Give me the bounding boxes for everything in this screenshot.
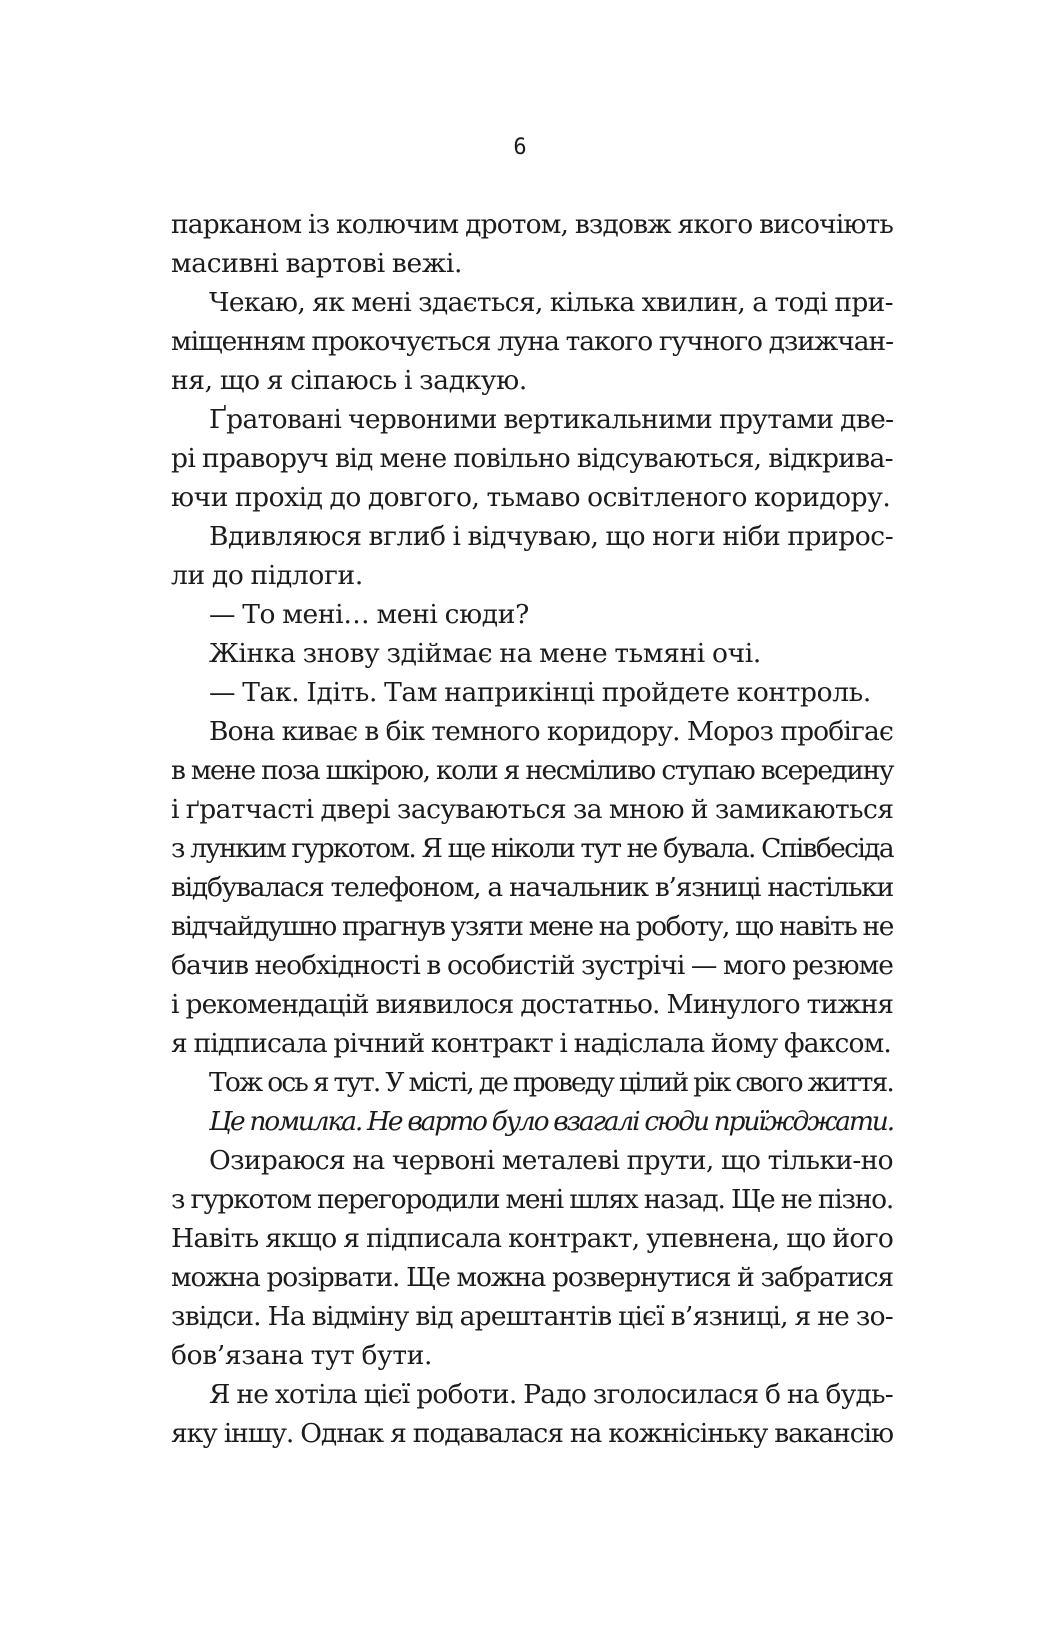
text-line: Це помилка. Не варто було взагалі сюди приїжджати. [209,1106,893,1137]
text-line: ли до підлоги. [171,560,363,591]
text-line: Озираюся на червоні металеві прути, що тільки-но [209,1145,893,1176]
page-number: 6 [513,135,527,160]
text-line: з лунким гуркотом. Я ще ніколи тут не бувала. Співбесіда [171,833,893,864]
text-line: можна розірвати. Ще можна розвернутися й забратися [171,1262,893,1293]
body-text [171,205,893,1453]
text-line: парканом із колючим дротом, вздовж якого височіють [171,209,893,240]
text-line: ючи прохід до довгого, тьмаво освітленого коридору. [171,482,891,513]
text-line: міщенням прокочується луна такого гучного дзижчан- [171,326,893,357]
text-line: відбувалася телефоном, а начальник в’язниці настільки [171,872,893,903]
text-line: я підписала річний контракт і надіслала йому факсом. [171,1028,891,1059]
text-line: в мене поза шкірою, коли я несміливо ступаю всередину [171,755,893,786]
text-line: — То мені… мені сюди? [209,599,529,630]
text-line: Ґратовані червоними вертикальними прутами две- [209,404,894,435]
text-line: Вона киває в бік темного коридору. Мороз пробігає [209,716,893,747]
text-line: і рекомендацій виявилося достатньо. Минулого тижня [171,989,893,1020]
text-line: ня, що я сіпаюсь і задкую. [171,365,527,396]
text-line: з гуркотом перегородили мені шлях назад. Ще не пізно. [171,1184,893,1215]
text-line: Вдивляюся вглиб і відчуваю, що ноги ніби прирос- [209,521,894,552]
text-line: Жінка знову здіймає на мене тьмяні очі. [209,638,761,669]
text-line: рі праворуч від мене повільно відсуваються, відкрива- [171,443,893,474]
text-line: і ґратчасті двері засуваються за мною й замикаються [171,794,894,825]
text-line: яку іншу. Однак я подавалася на кожнісіньку вакансію [171,1418,893,1449]
text-line: масивні вартові вежі. [171,248,463,279]
text-line: Тож ось я тут. У місті, де проведу цілий рік свого життя. [209,1067,893,1098]
text-line: Навіть якщо я підписала контракт, упевнена, що його [171,1223,894,1254]
text-line: відчайдушно прагнув узяти мене на роботу, що навіть не [171,911,893,942]
text-line: Чекаю, як мені здається, кілька хвилин, а тоді при- [209,287,893,318]
text-line: бачив необхідності в особистій зустрічі — мого резюме [171,950,893,981]
text-line: бов’язана тут бути. [171,1340,433,1371]
text-line: Я не хотіла цієї роботи. Радо зголосилася б на будь- [209,1379,893,1410]
text-line: — Так. Ідіть. Там наприкінці пройдете контроль. [209,677,871,708]
text-line: звідси. На відміну від арештантів цієї в’язниці, я не зо- [171,1301,893,1332]
